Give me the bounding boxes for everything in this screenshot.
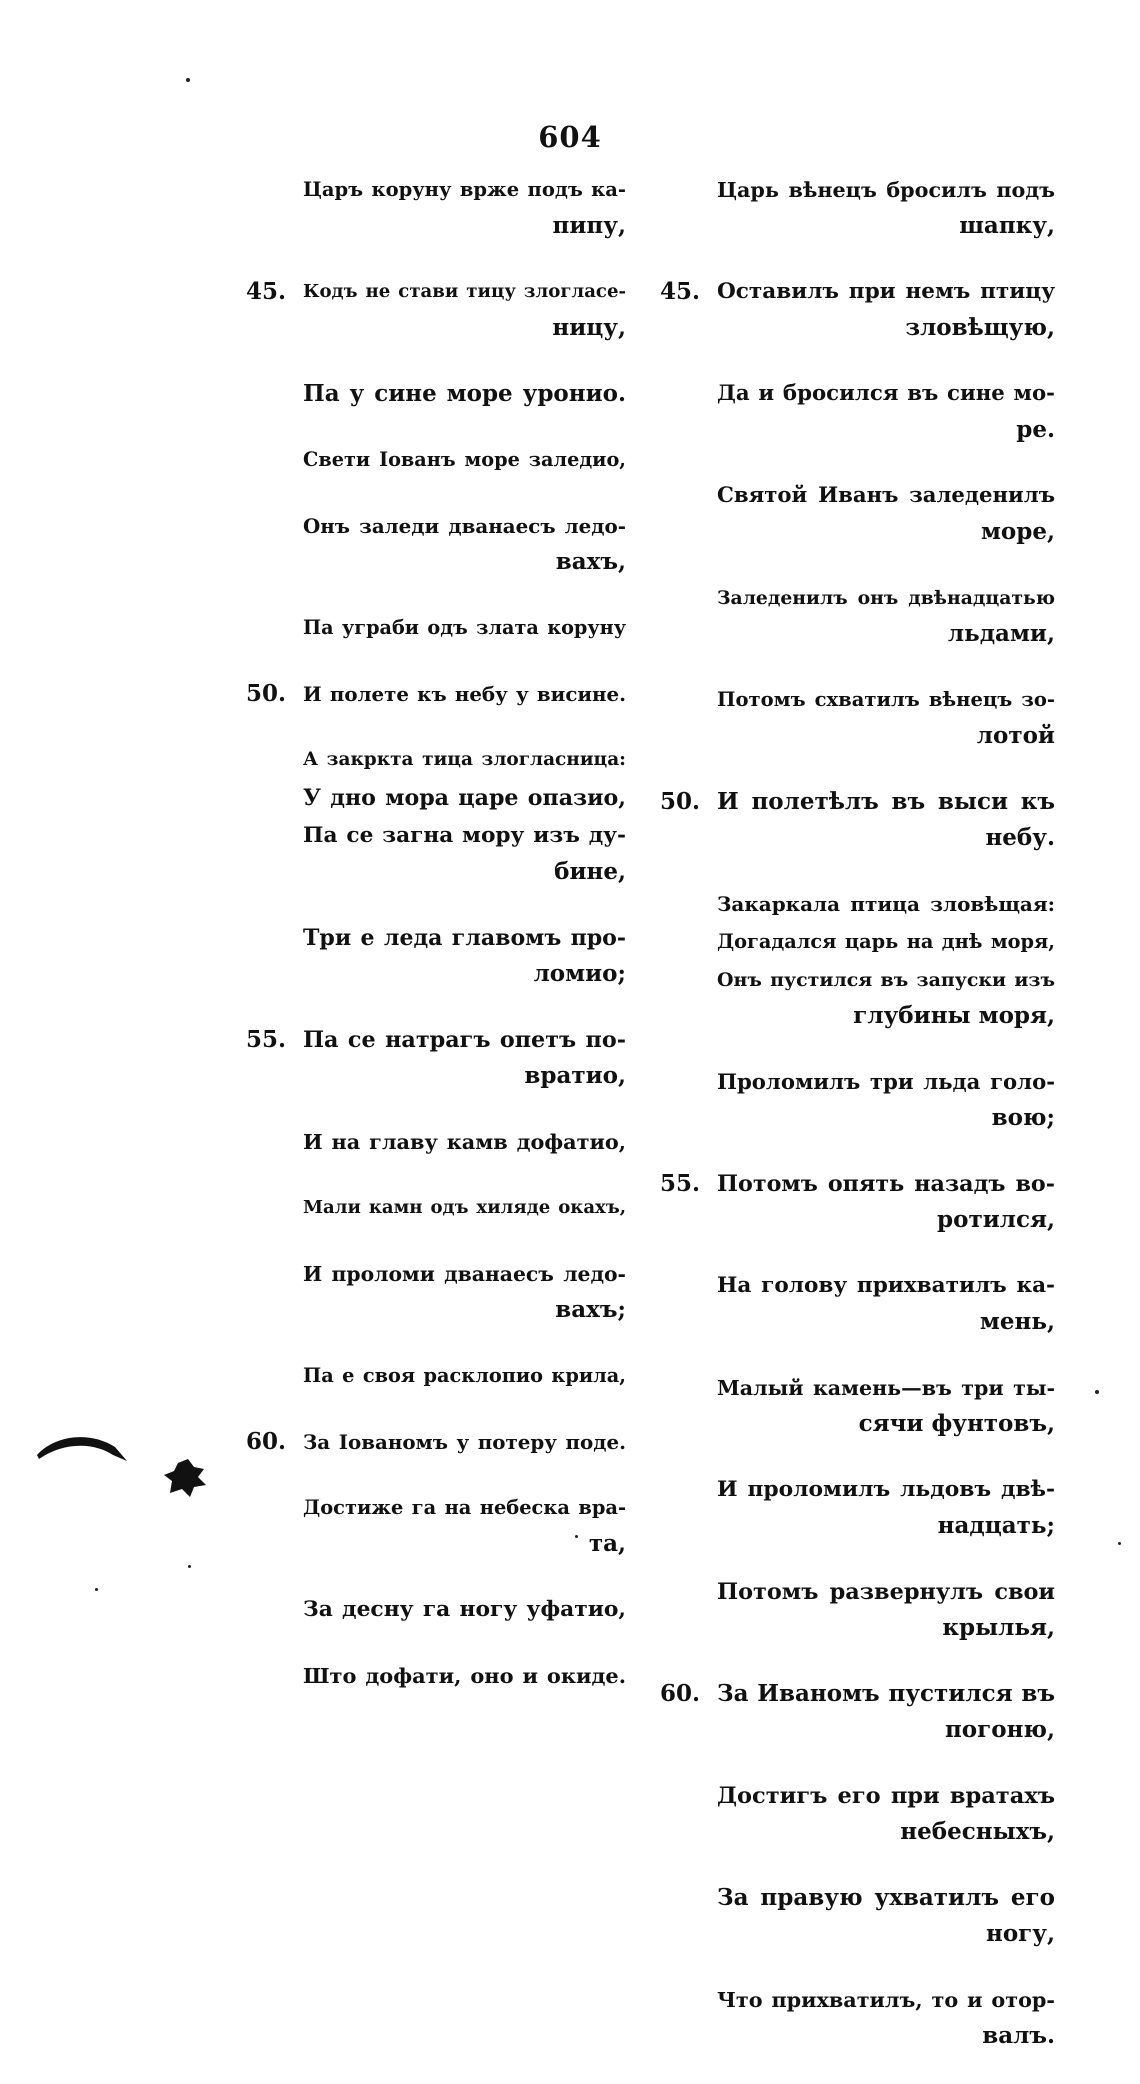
verse-line: Онъ заледи дванаесъ ледо- [303, 514, 626, 538]
verse [246, 1658, 626, 1694]
verse-continuation: море, [980, 518, 1055, 545]
verse [246, 442, 626, 478]
verse-line: Малый камень—въ три ты- [717, 1376, 1055, 1400]
right-column-russian [660, 172, 1055, 2084]
verse-line: Потомъ опять назадъ во- [717, 1171, 1055, 1197]
verse-number: 50. [660, 788, 701, 815]
verse-line: Три е леда главомъ про- [303, 925, 626, 951]
verse-line: На голову прихватилъ ка- [717, 1273, 1055, 1298]
verse-continuation: надцать; [937, 1512, 1055, 1539]
verse-continuation: глубины моря, [853, 1002, 1055, 1029]
verse-continuation: ногу, [986, 1920, 1055, 1947]
verse-number: 45. [246, 278, 287, 305]
verse-continuation: бине, [554, 858, 626, 885]
verse [660, 376, 1055, 448]
verse-continuation: ре. [1016, 416, 1055, 443]
verse-line: Мали камн одъ хиляде окахъ, [303, 1197, 626, 1218]
speck [575, 1535, 578, 1538]
verse-line: Царъ коруну врже подъ ка- [303, 178, 626, 201]
verse [660, 478, 1055, 550]
left-column-serbian [246, 172, 626, 1724]
speck [188, 1565, 191, 1568]
verse [660, 1370, 1055, 1442]
verse-continuation: льдами, [947, 620, 1055, 647]
verse-line: Па се загна мору изъ ду- [303, 823, 626, 848]
verse-continuation: погоню, [944, 1716, 1055, 1743]
verse-line: И на главу камв дофатио, [303, 1129, 626, 1154]
verse-line: И проломи дванаесъ ледо- [303, 1262, 626, 1286]
verse [660, 886, 1055, 922]
verse-line: Па уграби одъ злата коруну [303, 616, 626, 639]
verse-line: У дно мора царе опазио, [303, 785, 626, 811]
speck [95, 1588, 98, 1591]
verse-line: Потомъ схватилъ вѣнецъ зо- [717, 688, 1055, 711]
verse [246, 1490, 626, 1562]
speck [1118, 1542, 1121, 1545]
verse-line: Да и бросился въ сине мо- [717, 381, 1055, 406]
verse [246, 818, 626, 890]
verse [246, 376, 626, 412]
verse-number: 60. [660, 1680, 701, 1707]
verse [660, 1880, 1055, 1952]
verse-line: Па се натрагъ опетъ по- [303, 1027, 626, 1053]
verse-line: Заледенилъ онъ двѣнадцатью [717, 587, 1055, 609]
verse-continuation: пипу, [552, 212, 626, 239]
verse [660, 784, 1055, 856]
verse [246, 274, 626, 346]
verse [246, 508, 626, 580]
verse-line: И полетѣлъ въ выси къ [717, 788, 1055, 815]
verse-line: За десну га ногу уфатио, [303, 1597, 626, 1622]
verse [246, 610, 626, 646]
verse-continuation: вахъ, [555, 548, 626, 575]
verse [660, 1472, 1055, 1544]
verse [246, 1022, 626, 1094]
verse-number: 45. [660, 278, 701, 305]
verse [246, 1256, 626, 1328]
verse [660, 1778, 1055, 1850]
verse [246, 1124, 626, 1160]
verse-line: Достиже га на небеска вра- [303, 1496, 626, 1519]
verse-line: Что прихватилъ, то и отор- [717, 1988, 1055, 2012]
verse-continuation: крылья, [942, 1614, 1055, 1641]
verse [660, 682, 1055, 754]
verse-line: Проломилъ три льда голо- [717, 1069, 1055, 1094]
verse [660, 924, 1055, 960]
verse-line: И полете къ небу у висине. [303, 682, 626, 706]
verse-line: Закаркала птица зловѣщая: [717, 892, 1055, 916]
verse-continuation: вою; [991, 1104, 1055, 1131]
verse [246, 676, 626, 712]
verse-continuation: валъ. [982, 2022, 1055, 2049]
verse [246, 920, 626, 992]
verse-line: Потомъ развернулъ свои [717, 1579, 1055, 1605]
verse-line: Онъ пустился въ запуски изъ [717, 969, 1055, 991]
page-number: 604 [538, 120, 602, 154]
ink-stroke-blot [35, 1425, 130, 1470]
verse-continuation: вахъ; [555, 1296, 626, 1323]
verse [660, 172, 1055, 244]
verse [660, 580, 1055, 652]
verse-line: Па у сине море уронио. [303, 380, 626, 407]
verse [246, 1592, 626, 1628]
verse-number: 55. [660, 1170, 701, 1197]
speck [1095, 1390, 1099, 1394]
verse [246, 742, 626, 778]
verse-continuation: зловѣщую, [905, 314, 1055, 341]
verse [246, 780, 626, 816]
verse-continuation: небесныхъ, [900, 1818, 1055, 1845]
verse-continuation: шапку, [959, 212, 1055, 239]
verse-line: Догадался царь на днѣ моря, [717, 930, 1055, 953]
verse-continuation: вратио, [524, 1062, 626, 1089]
verse-line: Святой Иванъ заледенилъ [717, 483, 1055, 508]
verse [660, 1166, 1055, 1238]
verse [660, 1676, 1055, 1748]
verse-line: Па е своя расклопио крила, [303, 1364, 626, 1387]
verse-continuation: мень, [979, 1308, 1055, 1335]
verse-continuation: ротился, [937, 1206, 1055, 1233]
verse-continuation: лотой [976, 722, 1055, 749]
verse [246, 1424, 626, 1460]
verse [246, 172, 626, 244]
verse-line: Кодъ не стави тицу злогласе- [303, 281, 626, 302]
ink-splotch-blot [160, 1455, 210, 1500]
verse-continuation: ницу, [552, 314, 626, 341]
verse [660, 1982, 1055, 2054]
verse-line: А закркта тица злогласница: [303, 749, 626, 770]
verse-line: Свети Іованъ море заледио, [303, 448, 626, 471]
verse-number: 50. [246, 680, 287, 707]
verse-continuation: небу. [985, 824, 1055, 851]
verse [660, 1574, 1055, 1646]
verse [246, 1358, 626, 1394]
verse-continuation: ломио; [533, 960, 626, 987]
verse-number: 55. [246, 1026, 287, 1053]
verse [660, 962, 1055, 1034]
verse-line: И проломилъ льдовъ двѣ- [717, 1477, 1055, 1502]
verse-line: За Иваномъ пустился въ [717, 1680, 1055, 1707]
verse-continuation: та, [588, 1530, 626, 1557]
verse-line: За правую ухватилъ его [717, 1884, 1055, 1911]
verse [246, 1190, 626, 1226]
verse-line: Царь вѣнецъ бросилъ подъ [717, 178, 1055, 202]
verse [660, 274, 1055, 346]
verse-line: Оставилъ при немъ птицу [717, 279, 1055, 304]
verse-line: Достигъ его при вратахъ [717, 1783, 1055, 1809]
verse [660, 1268, 1055, 1340]
verse-line: За Іованомъ у потеру поде. [303, 1430, 626, 1454]
verse-continuation: сячи фунтовъ, [858, 1410, 1055, 1437]
verse-line: Што дофати, оно и окиде. [303, 1663, 626, 1688]
verse [660, 1064, 1055, 1136]
speck [186, 78, 190, 82]
verse-number: 60. [246, 1428, 287, 1455]
